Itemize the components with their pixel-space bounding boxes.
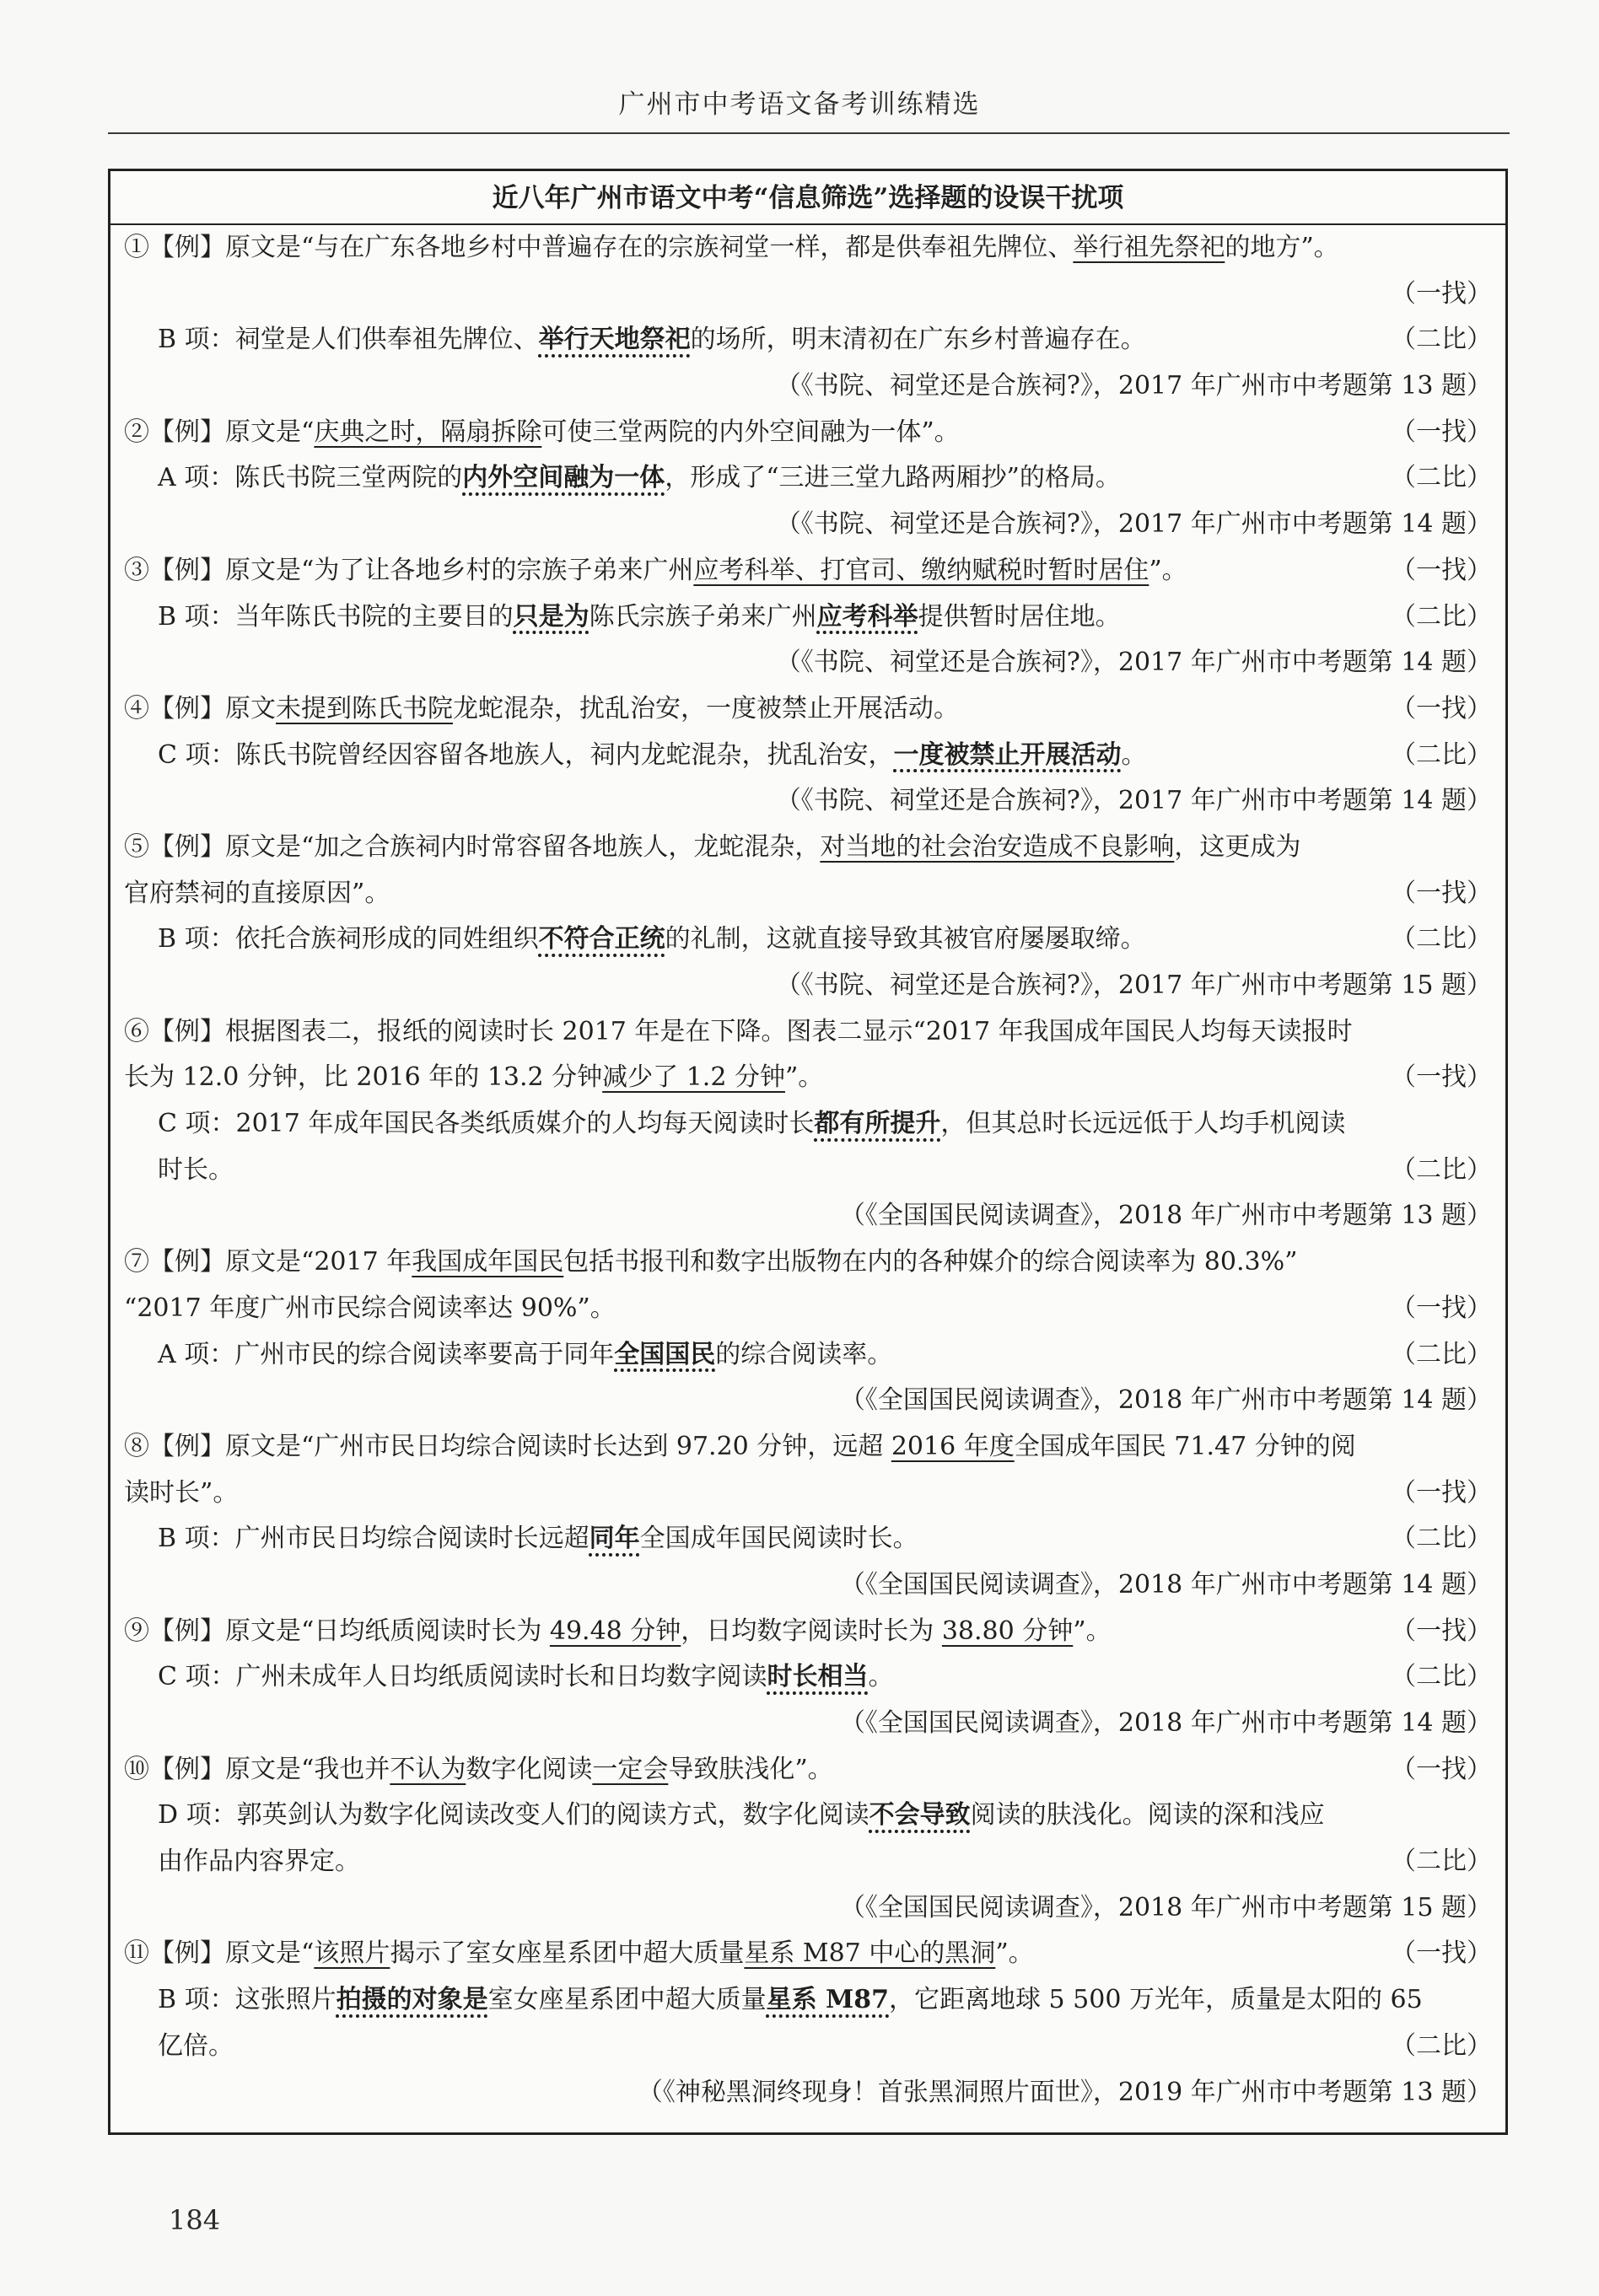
table-line: [110, 640, 1505, 686]
table-line: [110, 1055, 1505, 1101]
table-line: [110, 963, 1505, 1009]
dotted-emphasis-phrase: 都有所提升: [814, 1109, 941, 1139]
dotted-emphasis-phrase: 拍摄的对象是: [336, 1985, 488, 2015]
underlined-phrase: 庆典之时，隔扇拆除: [314, 417, 542, 447]
text-segment: 龙蛇混杂，扰乱治安，一度被禁止开展活动。: [453, 693, 959, 723]
table-line: [110, 594, 1505, 641]
text-segment: A 项：广州市民的综合阅读率要高于同年: [158, 1339, 615, 1369]
table-line: [110, 2070, 1505, 2116]
step-tag: （二比）: [1391, 1339, 1492, 1369]
line-text: [158, 1101, 1345, 1148]
text-segment: 包括书报刊和数字出版物在内的各种媒介的综合阅读率为 80.3%”: [563, 1247, 1298, 1277]
table-line: [110, 778, 1505, 825]
step-tag: （二比）: [1391, 2030, 1492, 2061]
line-text: [124, 1286, 616, 1332]
dotted-emphasis-phrase: 只是为: [513, 601, 590, 632]
dotted-emphasis-phrase: 举行天地祭祀: [538, 325, 691, 355]
text-segment: 陈氏宗族子弟来广州: [589, 601, 817, 632]
text-segment: 长为 12.0 分钟，比 2016 年的 13.2 分钟: [124, 1062, 603, 1093]
step-tag: （一找）: [1391, 1293, 1492, 1323]
text-segment: 揭示了室女座星系团中超大质量: [390, 1938, 745, 1969]
step-tag: （一找）: [1391, 1938, 1492, 1969]
dotted-emphasis-phrase: 不会导致: [869, 1800, 971, 1831]
line-text: [124, 825, 1300, 871]
line-text: [124, 1055, 823, 1101]
text-segment: 亿倍。: [158, 2030, 234, 2061]
line-text: [158, 455, 1121, 502]
text-segment: 的综合阅读率。: [715, 1339, 893, 1369]
table-line: [110, 225, 1505, 272]
text-segment: 全国成年国民阅读时长。: [639, 1524, 918, 1554]
text-segment: 数字化阅读: [466, 1754, 593, 1784]
step-tag: （二比）: [1391, 1524, 1492, 1554]
text-segment: ，它距离地球 5 500 万光年，质量是太阳的 65: [889, 1985, 1423, 2015]
dotted-emphasis-phrase: 不符合正统: [538, 924, 665, 954]
text-segment: ”。: [1073, 1616, 1112, 1646]
line-text: [158, 1654, 894, 1701]
text-segment: C 项：2017 年成年国民各类纸质媒介的人均每天阅读时长: [158, 1109, 815, 1139]
source-citation: （《书院、祠堂还是合族祠?》，2017 年广州市中考题第 14 题）: [775, 786, 1492, 816]
header-rule: [108, 132, 1510, 134]
text-segment: ⑦【例】原文是“2017 年: [124, 1247, 412, 1277]
table-line: [110, 455, 1505, 502]
table-line: [110, 1148, 1505, 1194]
line-text: [158, 917, 1146, 963]
source-citation: （《书院、祠堂还是合族祠?》，2017 年广州市中考题第 14 题）: [775, 648, 1492, 678]
table-line: [110, 1286, 1505, 1332]
table-line: [110, 548, 1505, 594]
text-segment: ⑥【例】根据图表二，报纸的阅读时长 2017 年是在下降。图表二显示“2017 年我国成年国民人均每天读报时: [124, 1016, 1353, 1046]
step-tag: （一找）: [1391, 555, 1492, 585]
table-line: [110, 410, 1505, 456]
line-text: [158, 594, 1121, 641]
table-line: [110, 272, 1505, 318]
line-text: [124, 548, 1187, 594]
table-line: [110, 1193, 1505, 1239]
step-tag: （二比）: [1391, 463, 1492, 493]
table-line: [110, 1654, 1505, 1701]
text-segment: 的场所，明末清初在广东乡村普遍存在。: [690, 325, 1146, 355]
text-segment: C 项：陈氏书院曾经因容留各地族人，祠内龙蛇混杂，扰乱治安，: [158, 739, 894, 770]
underlined-phrase: 减少了 1.2 分钟: [602, 1062, 785, 1093]
text-segment: 的地方”。: [1225, 233, 1339, 262]
line-text: [124, 1609, 1112, 1655]
line-text: [158, 733, 1147, 779]
dotted-emphasis-phrase: 星系 M87: [766, 1985, 889, 2015]
text-segment: 的礼制，这就直接导致其被官府屡屡取缔。: [665, 924, 1146, 954]
source-citation: （《全国国民阅读调查》，2018 年广州市中考题第 14 题）: [839, 1569, 1492, 1600]
text-segment: B 项：广州市民日均综合阅读时长远超: [158, 1524, 590, 1554]
text-segment: ⑨【例】原文是“日均纸质阅读时长为: [124, 1616, 550, 1646]
source-citation: （《全国国民阅读调查》，2018 年广州市中考题第 15 题）: [839, 1892, 1492, 1922]
table-line: [110, 502, 1505, 548]
table-line: [110, 1747, 1505, 1793]
line-text: [124, 1747, 833, 1793]
line-text: [158, 1148, 234, 1194]
line-text: [158, 1839, 360, 1885]
source-citation: （《书院、祠堂还是合族祠?》，2017 年广州市中考题第 15 题）: [775, 971, 1492, 1000]
step-tag: （二比）: [1391, 1154, 1492, 1185]
text-segment: ，这更成为: [1174, 831, 1301, 862]
table-line: [110, 825, 1505, 871]
dotted-emphasis-phrase: 应考科举: [816, 601, 918, 632]
line-text: [124, 871, 390, 917]
line-text: [124, 1471, 238, 1517]
text-segment: ⑩【例】原文是“我也并: [124, 1754, 390, 1784]
text-segment: ”。: [995, 1938, 1034, 1969]
text-segment: 由作品内容界定。: [158, 1847, 360, 1877]
table-line: [110, 1009, 1505, 1056]
underlined-phrase: 对当地的社会治安造成不良影响: [820, 831, 1175, 862]
table-line: [110, 1101, 1505, 1148]
dotted-emphasis-phrase: 全国国民: [614, 1339, 716, 1369]
step-tag: （二比）: [1391, 924, 1492, 954]
line-text: [124, 1931, 1034, 1977]
underlined-phrase: 我国成年国民: [412, 1247, 564, 1277]
step-tag: （一找）: [1391, 1477, 1492, 1508]
step-tag: （二比）: [1391, 1847, 1492, 1877]
step-tag: （二比）: [1391, 1662, 1492, 1692]
text-segment: B 项：祠堂是人们供奉祖先牌位、: [158, 325, 539, 355]
text-segment: 读时长”。: [124, 1477, 239, 1508]
text-segment: 阅读的肤浅化。阅读的深和浅应: [970, 1800, 1325, 1831]
text-segment: B 项：这张照片: [158, 1985, 336, 2015]
table-line: [110, 1516, 1505, 1562]
line-text: [158, 1793, 1325, 1839]
text-segment: ⑤【例】原文是“加之合族祠内时常容留各地族人，龙蛇混杂，: [124, 831, 821, 862]
underlined-phrase: 49.48 分钟: [549, 1616, 681, 1646]
table-line: [110, 1701, 1505, 1747]
text-segment: 。: [1121, 739, 1147, 770]
line-text: [124, 1239, 1297, 1286]
text-segment: B 项：当年陈氏书院的主要目的: [158, 601, 514, 632]
table-line: [110, 1562, 1505, 1609]
table-line: [110, 871, 1505, 917]
text-segment: A 项：陈氏书院三堂两院的: [158, 463, 463, 493]
page-number: 184: [169, 2204, 221, 2236]
dotted-emphasis-phrase: 一度被禁止开展活动: [893, 739, 1122, 770]
step-tag: （二比）: [1391, 739, 1492, 770]
underlined-phrase: 举行祖先祭祀: [1073, 233, 1225, 262]
line-text: [124, 1424, 1356, 1471]
table-line: [110, 1424, 1505, 1471]
line-text: [158, 1332, 892, 1379]
step-tag: （二比）: [1391, 601, 1492, 632]
text-segment: ”。: [784, 1062, 824, 1093]
dotted-emphasis-phrase: 同年: [589, 1524, 640, 1554]
source-citation: （《书院、祠堂还是合族祠?》，2017 年广州市中考题第 13 题）: [775, 371, 1492, 401]
dotted-emphasis-phrase: 时长相当: [767, 1662, 869, 1692]
step-tag: （二比）: [1391, 325, 1492, 355]
underlined-phrase: 未提到陈氏书院: [276, 693, 453, 723]
underlined-phrase: 一定会: [592, 1754, 669, 1784]
underlined-phrase: 星系 M87 中心的黑洞: [744, 1938, 996, 1969]
line-text: [158, 2024, 234, 2070]
table-line: [110, 686, 1505, 733]
table-line: [110, 917, 1505, 963]
step-tag: （一找）: [1391, 1062, 1492, 1093]
step-tag: （一找）: [1391, 278, 1492, 309]
step-tag: （一找）: [1391, 1754, 1492, 1784]
underlined-phrase: 2016 年度: [891, 1431, 1015, 1461]
text-segment: C 项：广州未成年人日均纸质阅读时长和日均数字阅读: [158, 1662, 767, 1692]
step-tag: （一找）: [1391, 417, 1492, 447]
source-citation: （《全国国民阅读调查》，2018 年广州市中考题第 14 题）: [839, 1385, 1492, 1416]
line-text: [124, 225, 1339, 272]
text-segment: 全国成年国民 71.47 分钟的阅: [1014, 1431, 1356, 1461]
text-segment: 官府禁祠的直接原因”。: [124, 878, 390, 908]
text-segment: 时长。: [158, 1154, 234, 1185]
source-citation: （《神秘黑洞终现身！首张黑洞照片面世》，2019 年广州市中考题第 13 题）: [637, 2077, 1492, 2107]
text-segment: ⑧【例】原文是“广州市民日均综合阅读时长达到 97.20 分钟，远超: [124, 1431, 891, 1461]
table-line: [110, 1885, 1505, 1932]
step-tag: （一找）: [1391, 878, 1492, 908]
line-text: [124, 1009, 1353, 1056]
text-segment: ④【例】原文: [124, 693, 276, 723]
text-segment: ，形成了“三进三堂九路两厢抄”的格局。: [665, 463, 1121, 493]
text-segment: ⑪【例】原文是“: [124, 1938, 315, 1969]
table-line: [110, 363, 1505, 410]
table-line: [110, 1332, 1505, 1379]
table-line: [110, 1793, 1505, 1839]
table-line: [110, 733, 1505, 779]
text-segment: 导致肤浅化”。: [668, 1754, 833, 1784]
underlined-phrase: 该照片: [314, 1938, 390, 1969]
running-header: 广州市中考语文备考训练精选: [618, 89, 981, 120]
table-line: [110, 1378, 1505, 1424]
dotted-emphasis-phrase: 内外空间融为一体: [462, 463, 665, 493]
table-line: [110, 2024, 1505, 2070]
table-line: [110, 1839, 1505, 1885]
text-segment: ，日均数字阅读时长为: [681, 1616, 942, 1646]
text-segment: “2017 年度广州市民综合阅读率达 90%”。: [124, 1293, 616, 1323]
line-text: [158, 1977, 1423, 2024]
table-line: [110, 1931, 1505, 1977]
source-citation: （《书院、祠堂还是合族祠?》，2017 年广州市中考题第 14 题）: [775, 509, 1492, 540]
line-text: [158, 317, 1146, 363]
table-caption: 近八年广州市语文中考“信息筛选”选择题的设误干扰项: [110, 171, 1505, 225]
text-segment: ③【例】原文是“为了让各地乡村的宗族子弟来广州: [124, 555, 694, 585]
underlined-phrase: 应考科举、打官司、缴纳赋税时暂时居住: [693, 555, 1149, 585]
line-text: [124, 686, 959, 733]
line-text: [158, 1516, 918, 1562]
text-segment: 室女座星系团中超大质量: [487, 1985, 767, 2015]
text-segment: D 项：郭英剑认为数字化阅读改变人们的阅读方式，数字化阅读: [158, 1800, 869, 1831]
table-line: [110, 1471, 1505, 1517]
table-line: [110, 1977, 1505, 2024]
text-segment: B 项：依托合族祠形成的同姓组织: [158, 924, 539, 954]
table-line: [110, 317, 1505, 363]
step-tag: （一找）: [1391, 693, 1492, 723]
underlined-phrase: 不认为: [390, 1754, 466, 1784]
line-text: [124, 410, 960, 456]
text-segment: ，但其总时长远远低于人均手机阅读: [940, 1109, 1346, 1139]
source-citation: （《全国国民阅读调查》，2018 年广州市中考题第 13 题）: [839, 1201, 1492, 1231]
table-line: [110, 1239, 1505, 1286]
text-segment: 提供暂时居住地。: [918, 601, 1121, 632]
source-citation: （《全国国民阅读调查》，2018 年广州市中考题第 14 题）: [839, 1708, 1492, 1738]
text-segment: ①【例】原文是“与在广东各地乡村中普遍存在的宗族祠堂一样，都是供奉祖先牌位、: [124, 233, 1074, 262]
step-tag: （一找）: [1391, 1616, 1492, 1646]
table-body: [110, 225, 1505, 2116]
underlined-phrase: 38.80 分钟: [941, 1616, 1074, 1646]
examples-table: [108, 169, 1508, 2135]
text-segment: ②【例】原文是“: [124, 417, 315, 447]
text-segment: 可使三堂两院的内外空间融为一体”。: [541, 417, 960, 447]
table-line: [110, 1609, 1505, 1655]
text-segment: 。: [868, 1662, 894, 1692]
text-segment: ”。: [1149, 555, 1187, 585]
